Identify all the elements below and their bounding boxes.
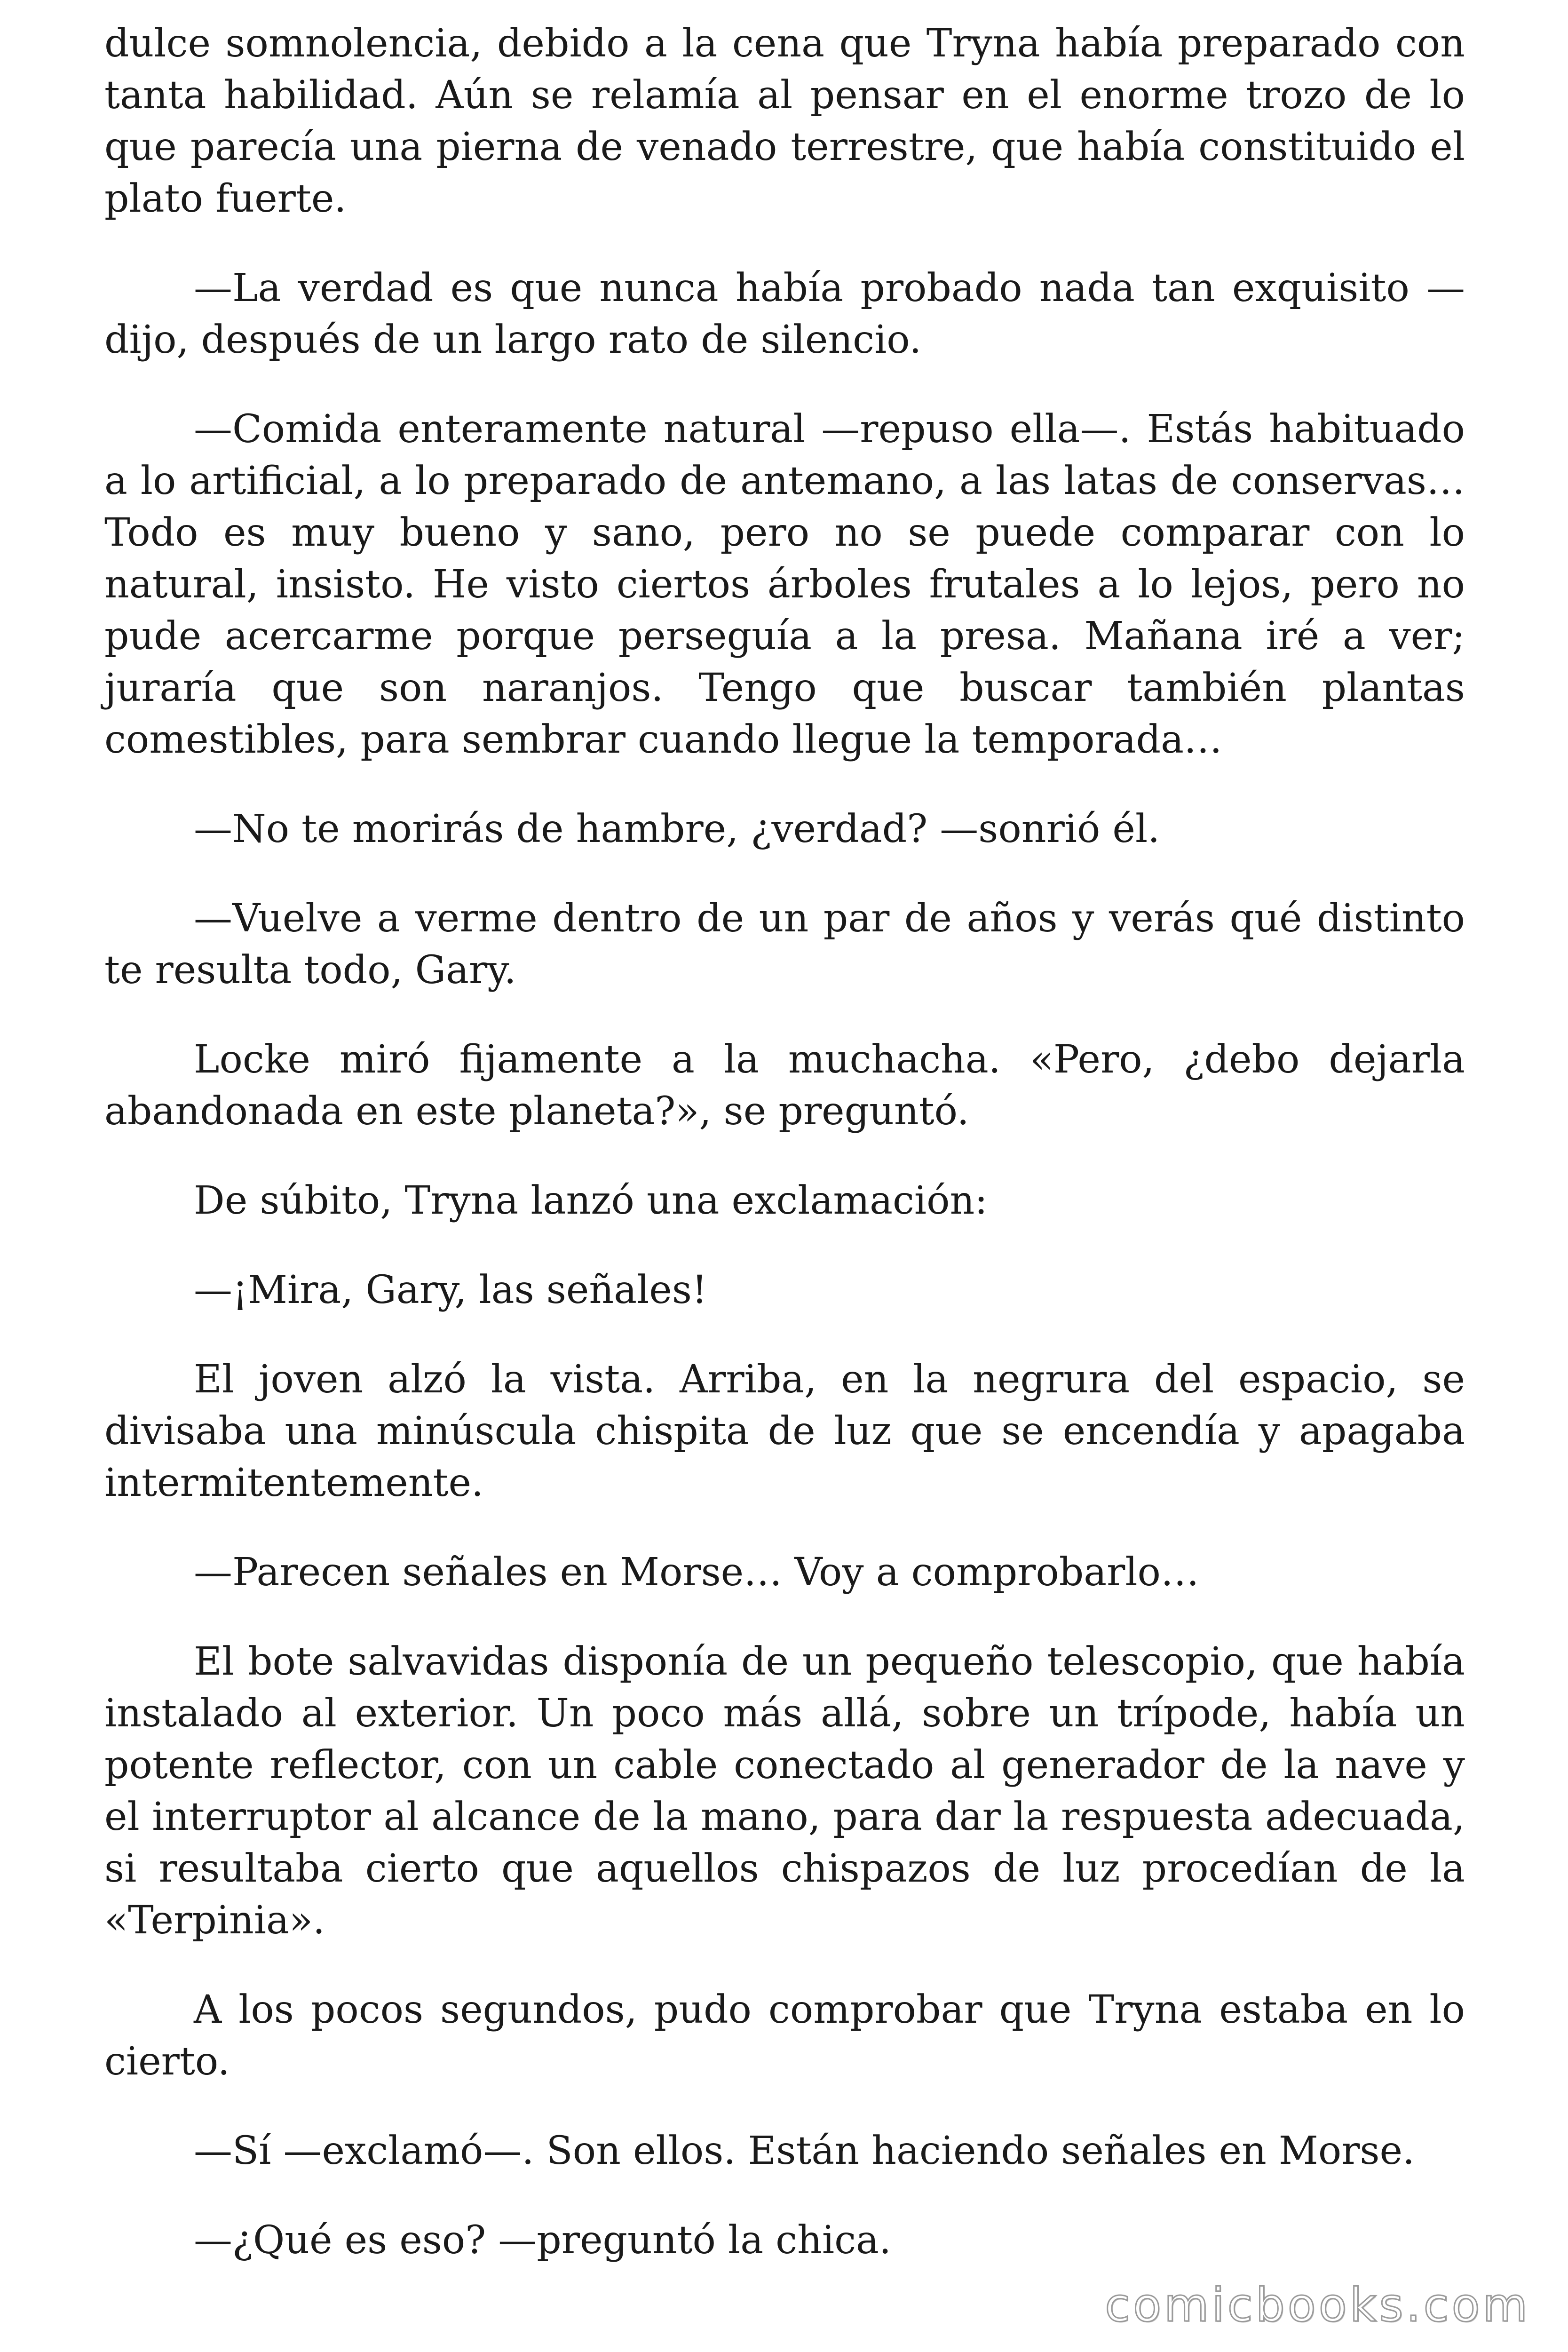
paragraph: De súbito, Tryna lanzó una exclamación: — [194, 1178, 988, 1223]
paragraph: —Sí —exclamó—. Son ellos. Están haciendo señales en Morse. — [194, 2129, 1415, 2173]
watermark-logo: comicbooks.com — [1105, 2279, 1530, 2332]
paragraph: —Comida enteramente natural —repuso ella—. Estás habituado a lo artificial, a lo preparado de antemano, a las latas de conservas… Todo es muy bueno y sano, pero no se puede comparar con lo natural, insisto. He visto ciertos árboles frutales a lo lejos, pero no pude acercarme porque perseguía a la presa. Mañana iré a ver; juraría que son naranjos. Tengo que buscar también plantas comestibles, para sembrar cuando llegue la temporada… — [104, 407, 1465, 762]
paragraph: —No te morirás de hambre, ¿verdad? —sonrió él. — [194, 807, 1160, 851]
paragraph: —Parecen señales en Morse… Voy a comprobarlo… — [194, 1550, 1199, 1595]
paragraph: Locke miró fijamente a la muchacha. «Pero, ¿debo dejarla abandonada en este planeta?», se preguntó. — [104, 1037, 1465, 1134]
paragraph: El joven alzó la vista. Arriba, en la negrura del espacio, se divisaba una minúscula chispita de luz que se encendía y apagaba intermitentemente. — [104, 1357, 1465, 1505]
paragraph: dulce somnolencia, debido a la cena que Tryna había preparado con tanta habilidad. Aún se relamía al pensar en el enorme trozo de lo que parecía una pierna de venado terrestre, que había constituido el plato fuerte. — [104, 21, 1465, 221]
paragraph: —¡Mira, Gary, las señales! — [194, 1268, 707, 1312]
paragraph: —Vuelve a verme dentro de un par de años y verás qué distinto te resulta todo, Gary. — [104, 896, 1465, 993]
paragraph: A los pocos segundos, pudo comprobar que Tryna estaba en lo cierto. — [104, 1987, 1465, 2084]
paragraph: El bote salvavidas disponía de un pequeño telescopio, que había instalado al exterior. Un poco más allá, sobre un trípode, había un potente reflector, con un cable conectado al generador de la nave y el interruptor al alcance de la mano, para dar la respuesta adecuada, si resultaba cierto que aquellos chispazos de luz procedían de la «Terpinia». — [104, 1639, 1465, 1943]
book-page-text — [104, 18, 1465, 2304]
paragraph: —¿Qué es eso? —preguntó la chica. — [194, 2218, 892, 2263]
paragraph: —La verdad es que nunca había probado nada tan exquisito —dijo, después de un largo rato de silencio. — [104, 266, 1465, 362]
